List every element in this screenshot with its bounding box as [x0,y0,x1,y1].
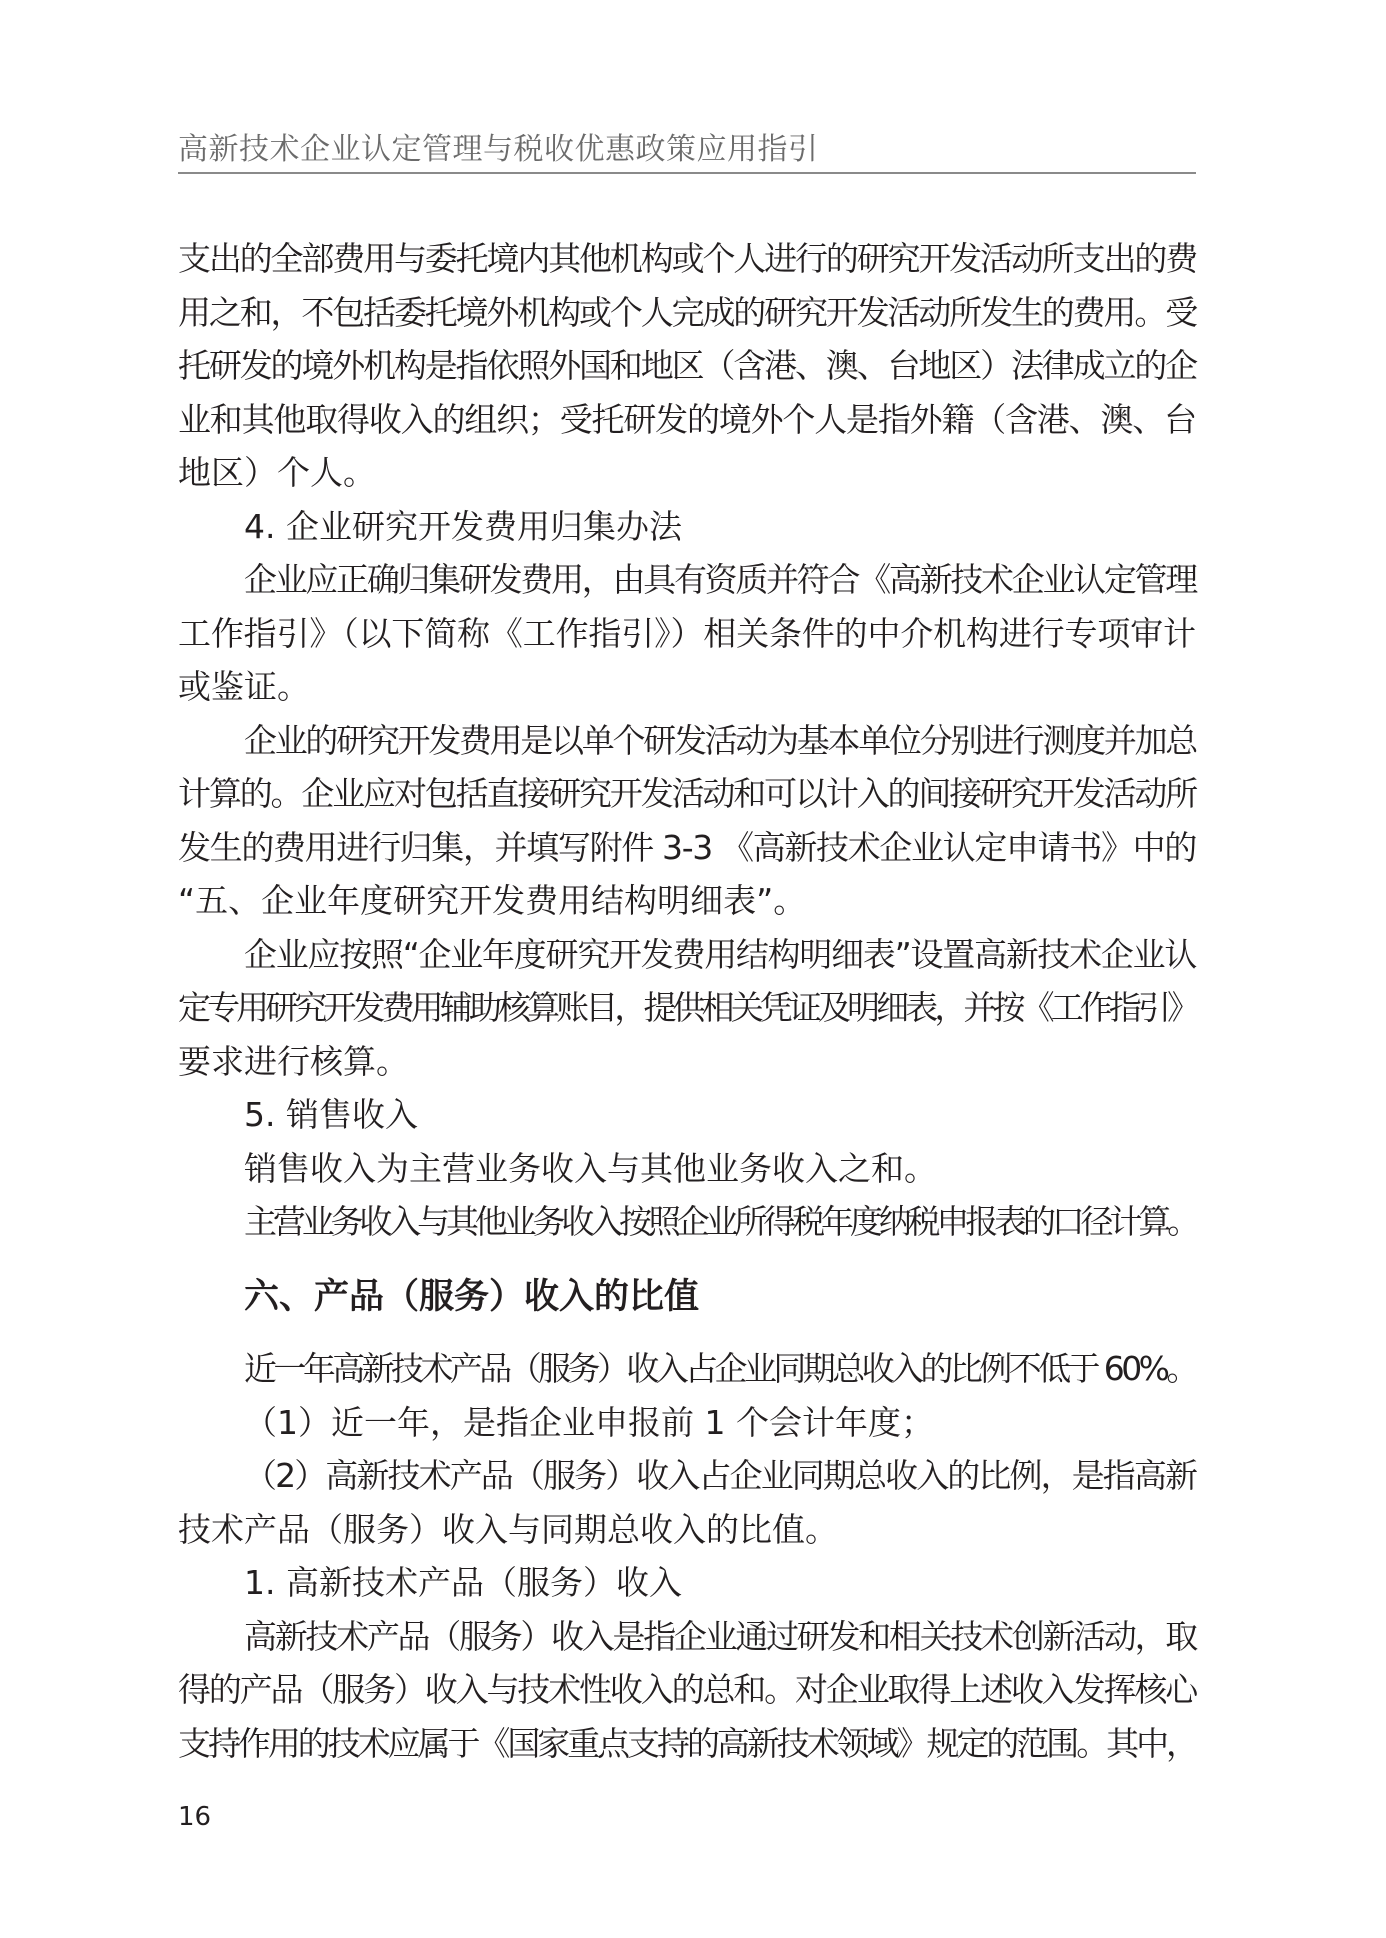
text-line: 业和其他取得收入的组织；受托研发的境外个人是指外籍（含港、澳、台 [178,399,1196,439]
paragraph [178,1195,1196,1249]
page-number: 16 [178,1802,212,1832]
header-divider [178,172,1196,174]
text-line: 工作指引》（以下简称《工作指引》）相关条件的中介机构进行专项审计 [178,613,1196,653]
text-line: 1. 高新技术产品（服务）收入 [244,1563,682,1602]
text-line: 得的产品（服务）收入与技术性收入的总和。对企业取得上述收入发挥核心 [178,1670,1197,1709]
text-line: 技术产品（服务）收入与同期总收入的比值。 [178,1509,838,1549]
paragraph [178,232,1196,500]
text-line: 主营业务收入与其他业务收入按照企业所得税年度纳税申报表的口径计算。 [244,1202,1197,1241]
paragraph [178,1610,1196,1771]
text-line: （1）近一年，是指企业申报前 1 个会计年度； [244,1402,934,1442]
paragraph [178,1556,1196,1610]
paragraph [178,928,1196,1089]
text-line: 或鉴证。 [178,667,310,706]
text-line: 用之和，不包括委托境外机构或个人完成的研究开发活动所发生的费用。受 [178,292,1197,332]
text-line: 4. 企业研究开发费用归集办法 [244,506,682,546]
text-line: 发生的费用进行归集，并填写附件 3-3 《高新技术企业认定申请书》中的 [178,827,1196,867]
text-line: 近一年高新技术产品（服务）收入占企业同期总收入的比例不低于 60%。 [244,1349,1196,1388]
text-line: 销售收入为主营业务收入与其他业务收入之和。 [244,1148,937,1188]
paragraph [178,1449,1196,1556]
paragraph [178,1396,1196,1450]
text-line: 托研发的境外机构是指依照外国和地区（含港、澳、台地区）法律成立的企 [178,346,1197,385]
text-line: 定专用研究开发费用辅助核算账目，提供相关凭证及明细表，并按《工作指引》 [178,988,1197,1027]
paragraph [178,1142,1196,1196]
text-line: 企业应正确归集研发费用，由具有资质并符合《高新技术企业认定管理 [244,560,1197,599]
text-line: 地区）个人。 [178,453,376,492]
text-line: 企业的研究开发费用是以单个研发活动为基本单位分别进行测度并加总 [244,720,1197,760]
text-line: 计算的。企业应对包括直接研究开发活动和可以计入的间接研究开发活动所 [178,774,1197,813]
text-line: 高新技术产品（服务）收入是指企业通过研发和相关技术创新活动，取 [244,1616,1197,1656]
text-line: （2）高新技术产品（服务）收入占企业同期总收入的比例，是指高新 [244,1456,1197,1495]
paragraph [178,1088,1196,1142]
text-line: 支持作用的技术应属于《国家重点支持的高新技术领域》规定的范围。其中， [178,1723,1196,1763]
section-heading: 六、产品（服务）收入的比值 [244,1276,700,1317]
text-line: 支出的全部费用与委托境内其他机构或个人进行的研究开发活动所支出的费 [178,239,1197,278]
paragraph [178,1342,1196,1396]
text-line: 要求进行核算。 [178,1041,409,1081]
running-header-title: 高新技术企业认定管理与税收优惠政策应用指引 [178,132,819,167]
paragraph [178,714,1196,928]
text-line: “五、企业年度研究开发费用结构明细表”。 [178,881,807,920]
text-line: 5. 销售收入 [244,1095,418,1134]
body-text [178,232,1196,1770]
paragraph [178,553,1196,714]
paragraph [178,500,1196,554]
text-line: 企业应按照“企业年度研究开发费用结构明细表”设置高新技术企业认 [244,934,1197,974]
